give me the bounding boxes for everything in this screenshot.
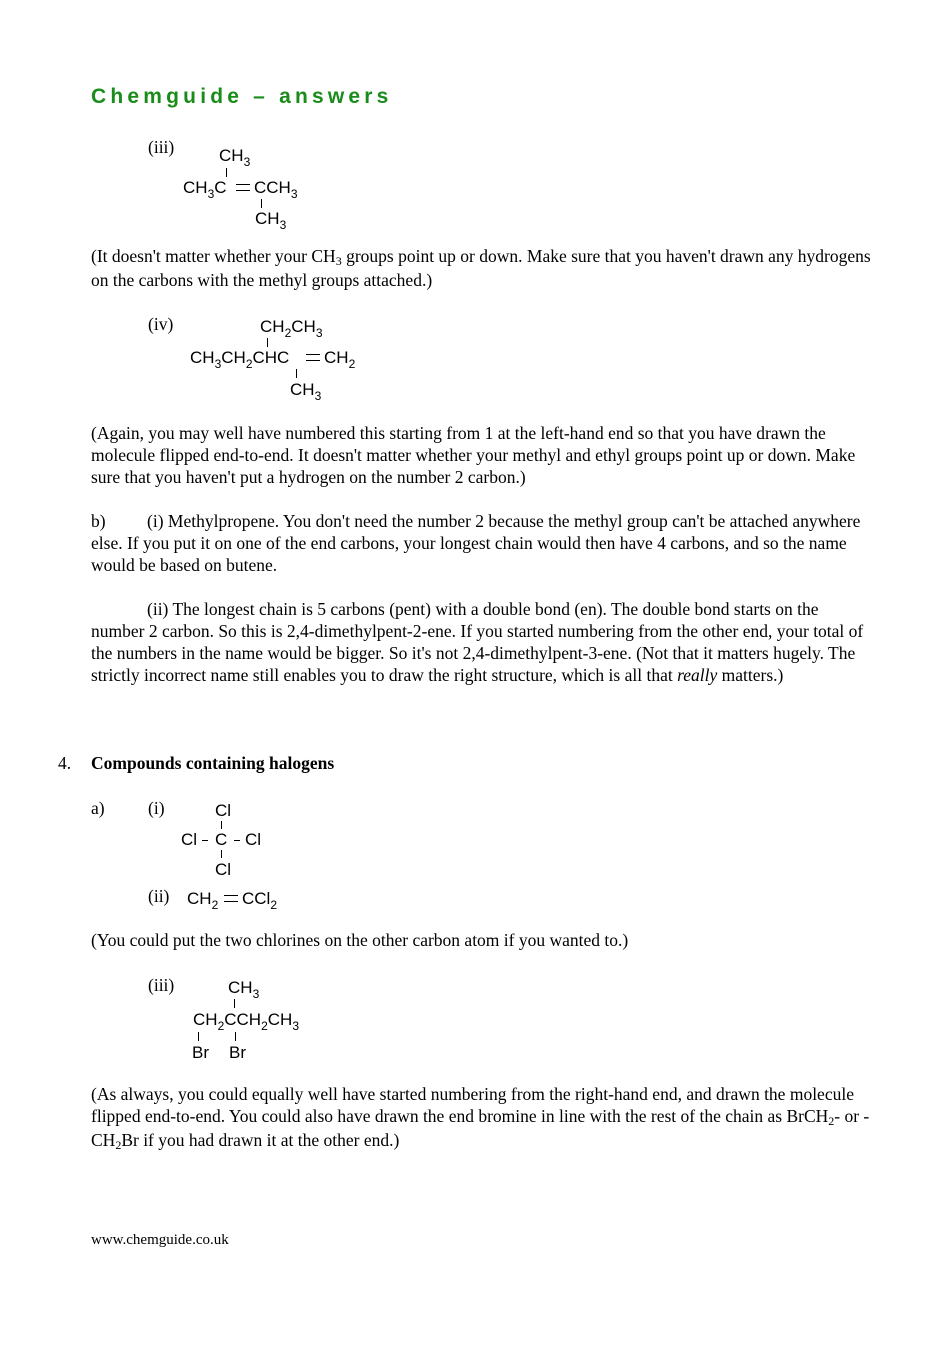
struct-top-group: $CH_3$ [228, 978, 260, 1001]
footer-url: www.chemguide.co.uk [91, 1232, 229, 1248]
item-label-iii: (iii) [148, 137, 175, 157]
item-label-iv: (iv) [148, 314, 174, 334]
page-header: Chemguide – answers [91, 85, 393, 108]
struct-top-group: Cl [215, 801, 232, 820]
item-label-b: b) [91, 511, 106, 531]
note-3-iv: (Again, you may well have numbered this starting from 1 at the left-hand end so that you have drawn the molecule flipped end-to-end. It doesn't matter whether your methyl and ethyl groups point up or down. Make sure that you haven't put a hydrogen on the number 2 carbon.) [91, 423, 856, 487]
item-label-ii: (ii) [148, 886, 170, 906]
struct-left-group: $CH_2$ [187, 889, 219, 912]
struct-bottom-group: $CH_3$ [255, 209, 287, 232]
answer-b-i: (i) Methylpropene. You don't need the number 2 because the methyl group can't be attached anywhere else. If you put it on one of the end carbons, your longest chain would then have 4 carbons, and so the name would be based on butene. [91, 511, 861, 575]
struct-left-group: Cl [181, 830, 198, 849]
struct-bromine-2: Br [229, 1043, 246, 1062]
struct-top-group: $CH_2CH_3$ [260, 317, 323, 340]
note-4-ii: (You could put the two chlorines on the other carbon atom if you wanted to.) [91, 930, 629, 950]
item-label-iii-4: (iii) [148, 975, 175, 995]
struct-main-left: $CH_3C$ [183, 178, 227, 201]
section-title: Compounds containing halogens [91, 753, 335, 773]
struct-main-left: $CH_3CH_2CHC$ [190, 348, 290, 371]
struct-main-right: $CCH_3$ [254, 178, 298, 201]
struct-bromine-1: Br [192, 1043, 209, 1062]
struct-bottom-group: Cl [215, 860, 232, 879]
struct-right-group: Cl [245, 830, 262, 849]
section-number: 4. [58, 753, 72, 773]
item-label-a: a) [91, 798, 105, 818]
note-4-iii: (As always, you could equally well have started numbering from the right-hand end, and drawn the molecule flipped end-to-end. You could also have drawn the end bromine in line with the rest of the chain as BrCH2- or -CH2Br if you had drawn it at the other end.) [91, 1084, 870, 1152]
struct-main-right: $CH_2$ [324, 348, 356, 371]
note-3-iii: (It doesn't matter whether your CH3 groups point up or down. Make sure that you haven't drawn any hydrogens on the carbons with the methyl groups attached.) [91, 246, 871, 290]
answer-b-ii: (ii) The longest chain is 5 carbons (pent) with a double bond (en). The double bond starts on the number 2 carbon. So this is 2,4-dimethylpent-2-ene. If you started numbering from the other end, your total of the numbers in the name would be bigger. So it's not 2,4-dimethylpent-3-ene. (Not that it matters hugely. The strictly incorrect name still enables you to draw the right structure, which is all that really matters.) [91, 599, 864, 685]
struct-right-group: CCl$_2$ [242, 889, 278, 912]
struct-bottom-group: $CH_3$ [290, 380, 322, 403]
struct-main-chain: $CH_2CCH_2CH_3$ [193, 1010, 300, 1033]
struct-center-atom: C [215, 830, 228, 849]
item-label-i: (i) [148, 798, 165, 818]
struct-top-group: $CH_3$ [219, 146, 251, 169]
